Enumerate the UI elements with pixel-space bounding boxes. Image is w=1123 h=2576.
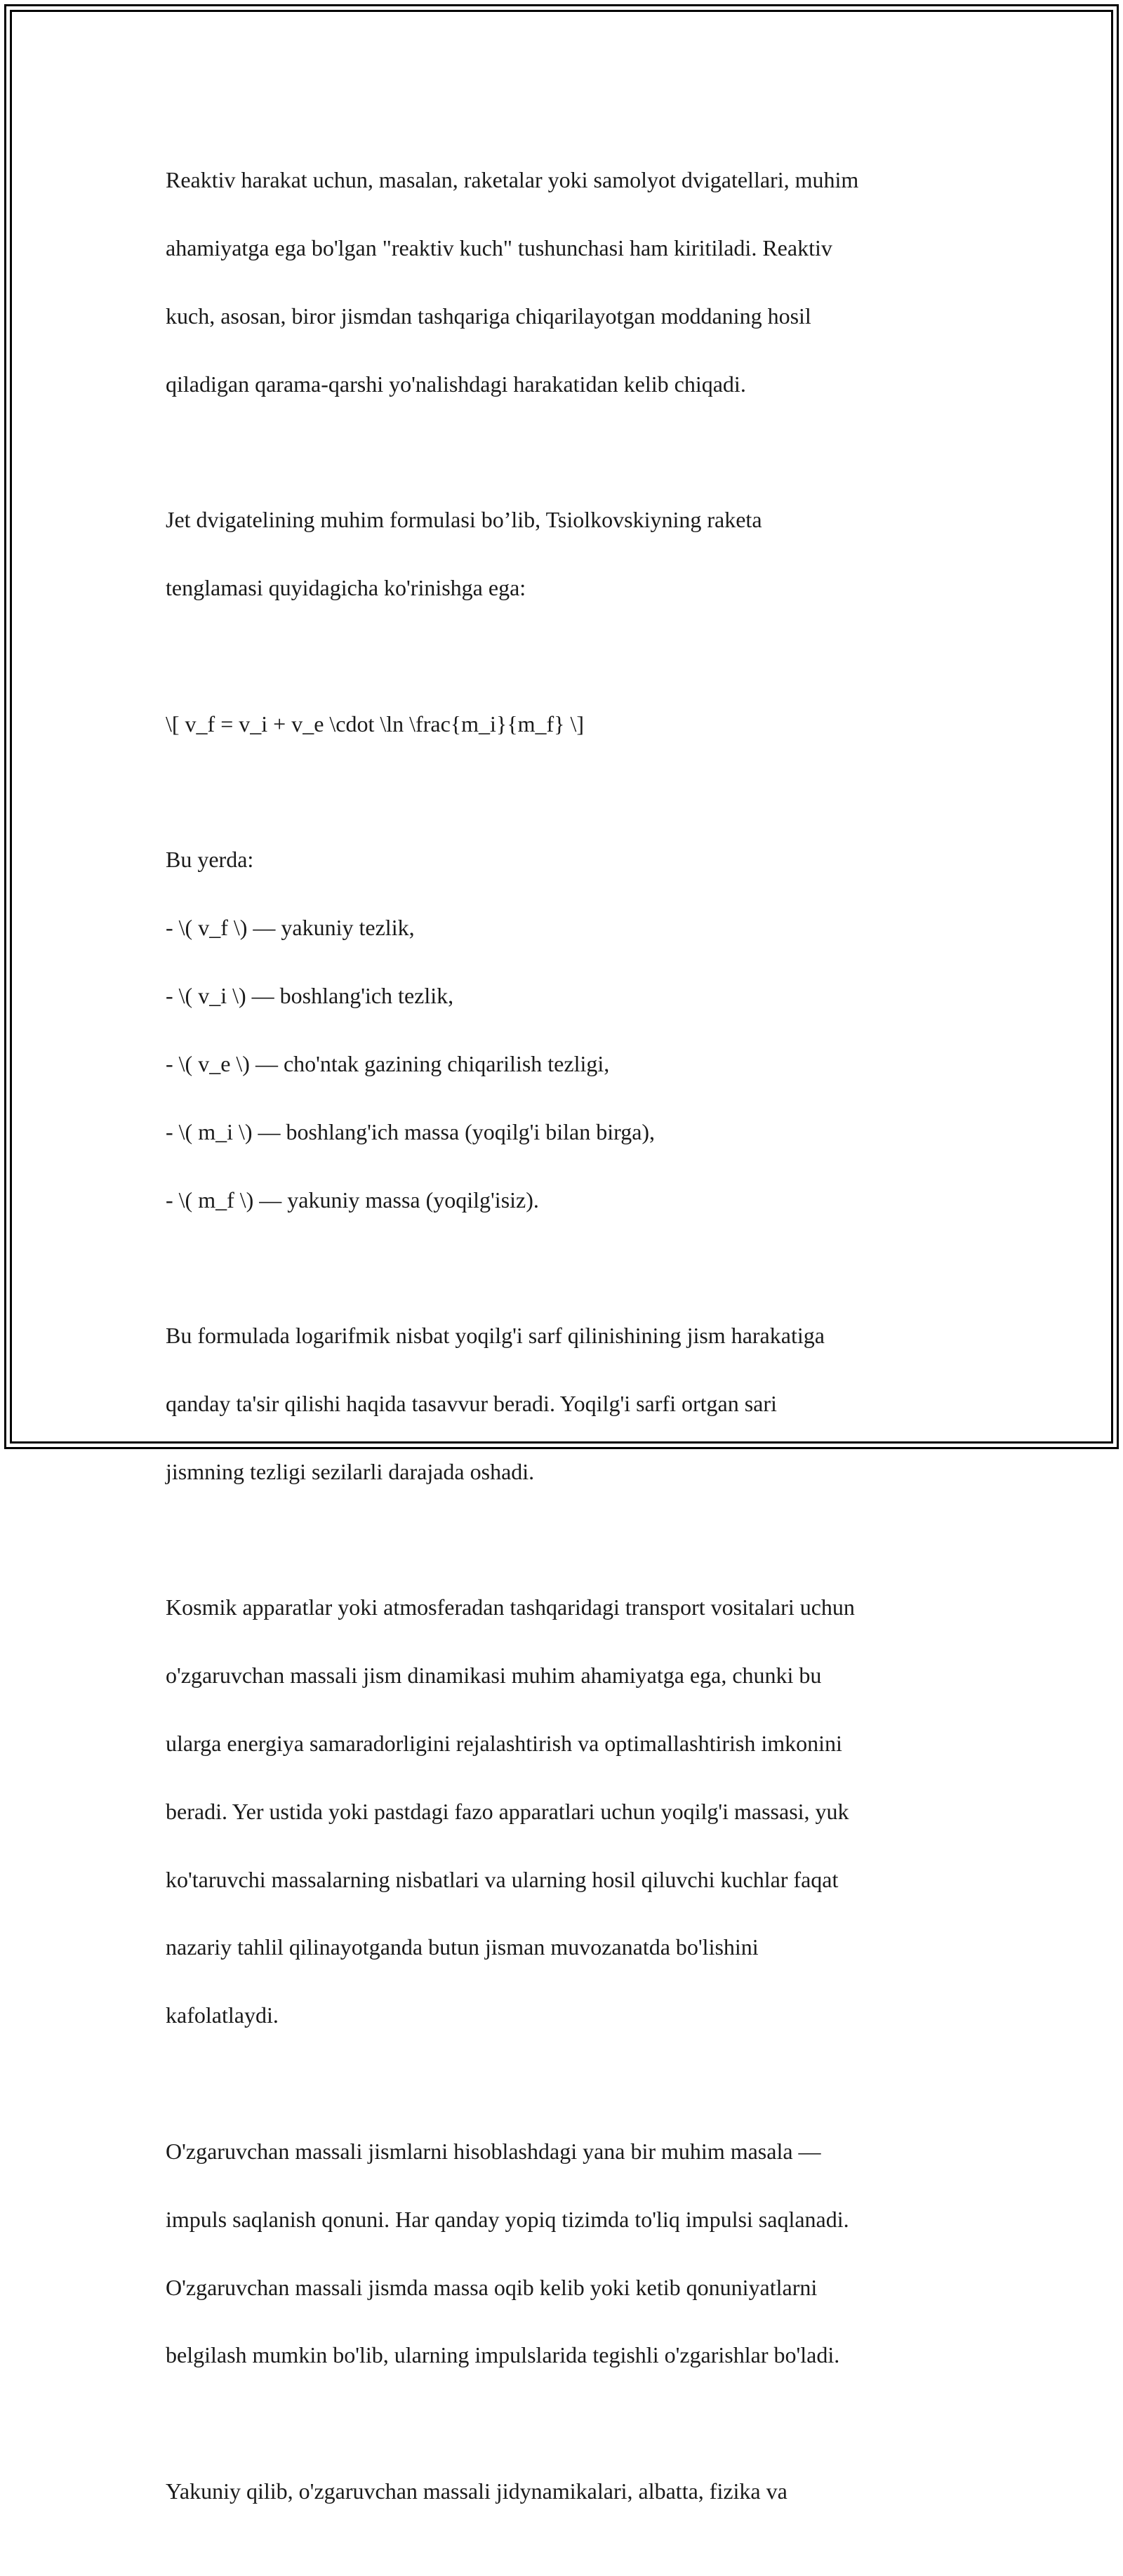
text-line: O'zgaruvchan massali jismlarni hisoblashdagi yana bir muhim masala — [166, 2138, 821, 2164]
text-line: o'zgaruvchan massali jism dinamikasi muhim ahamiyatga ega, chunki bu [166, 1663, 822, 1689]
text-line: Bu formulada logarifmik nisbat yoqilg'i sarf qilinishining jism harakatiga [166, 1323, 825, 1349]
list-item: - \( v_i \) — boshlang'ich tezlik, [166, 983, 454, 1009]
paragraph-formula-intro [166, 469, 966, 639]
formula-line: \[ v_f = v_i + v_e \cdot \ln \frac{m_i}{m_f} \] [166, 711, 585, 737]
text-line: beradi. Yer ustida yoki pastdagi fazo apparatlari uchun yoqilg'i massasi, yuk [166, 1798, 849, 1824]
text-line: jismning tezligi sezilarli darajada oshadi. [166, 1458, 535, 1484]
text-line: O'zgaruvchan massali jismda massa oqib kelib yoki ketib qonuniyatlarni [166, 2274, 818, 2300]
text-line: Jet dvigatelining muhim formulasi bo’lib, Tsiolkovskiyning raketa [166, 507, 762, 533]
text-line: qanday ta'sir qilishi haqida tasavvur beradi. Yoqilg'i sarfi ortgan sari [166, 1390, 777, 1416]
list-item: - \( v_e \) — cho'ntak gazining chiqarilish tezligi, [166, 1050, 610, 1076]
text-line: kuch, asosan, biror jismdan tashqariga chiqarilayotgan moddaning hosil [166, 303, 811, 329]
text-line: Kosmik apparatlar yoki atmosferadan tashqaridagi transport vositalari uchun [166, 1594, 855, 1620]
document-body [166, 129, 966, 2576]
paragraph-conclusion [166, 2440, 966, 2542]
text-line: ularga energiya samaradorligini rejalashtirish va optimallashtirish imkonini [166, 1731, 842, 1757]
paragraph-logarithm [166, 1285, 966, 1523]
list-item: - \( m_i \) — boshlang'ich massa (yoqilg'i bilan birga), [166, 1118, 656, 1144]
text-line: ahamiyatga ega bo'lgan "reaktiv kuch" tushunchasi ham kiritiladi. Reaktiv [166, 235, 832, 261]
list-item: - \( m_f \) — yakuniy massa (yoqilg'isiz). [166, 1187, 539, 1213]
paragraph-momentum [166, 2100, 966, 2406]
formula-tsiolkovsky [166, 673, 966, 774]
text-line: impuls saqlanish qonuni. Har qanday yopiq tizimda to'liq impulsi saqlanadi. [166, 2206, 849, 2232]
text-line: belgilash mumkin bo'lib, ularning impulslarida tegishli o'zgarishlar bo'ladi. [166, 2342, 840, 2368]
paragraph-reactive-force [166, 129, 966, 435]
text-line: qiladigan qarama-qarshi yo'nalishdagi harakatidan kelib chiqadi. [166, 371, 746, 397]
paragraph-spacecraft [166, 1557, 966, 2066]
text-line: Yakuniy qilib, o'zgaruvchan massali jidynamikalari, albatta, fizika va [166, 2478, 788, 2504]
variable-definitions [166, 809, 966, 1250]
text-line: Reaktiv harakat uchun, masalan, raketalar yoki samolyot dvigatellari, muhim [166, 167, 859, 193]
list-item: - \( v_f \) — yakuniy tezlik, [166, 915, 415, 941]
text-line: nazariy tahlil qilinayotganda butun jisman muvozanatda bo'lishini [166, 1934, 759, 1960]
definitions-heading: Bu yerda: [166, 847, 254, 873]
text-line: ko'taruvchi massalarning nisbatlari va ularning hosil qiluvchi kuchlar faqat [166, 1866, 839, 1892]
text-line: kafolatlaydi. [166, 2002, 279, 2028]
text-line: tenglamasi quyidagicha ko'rinishga ega: [166, 575, 526, 601]
